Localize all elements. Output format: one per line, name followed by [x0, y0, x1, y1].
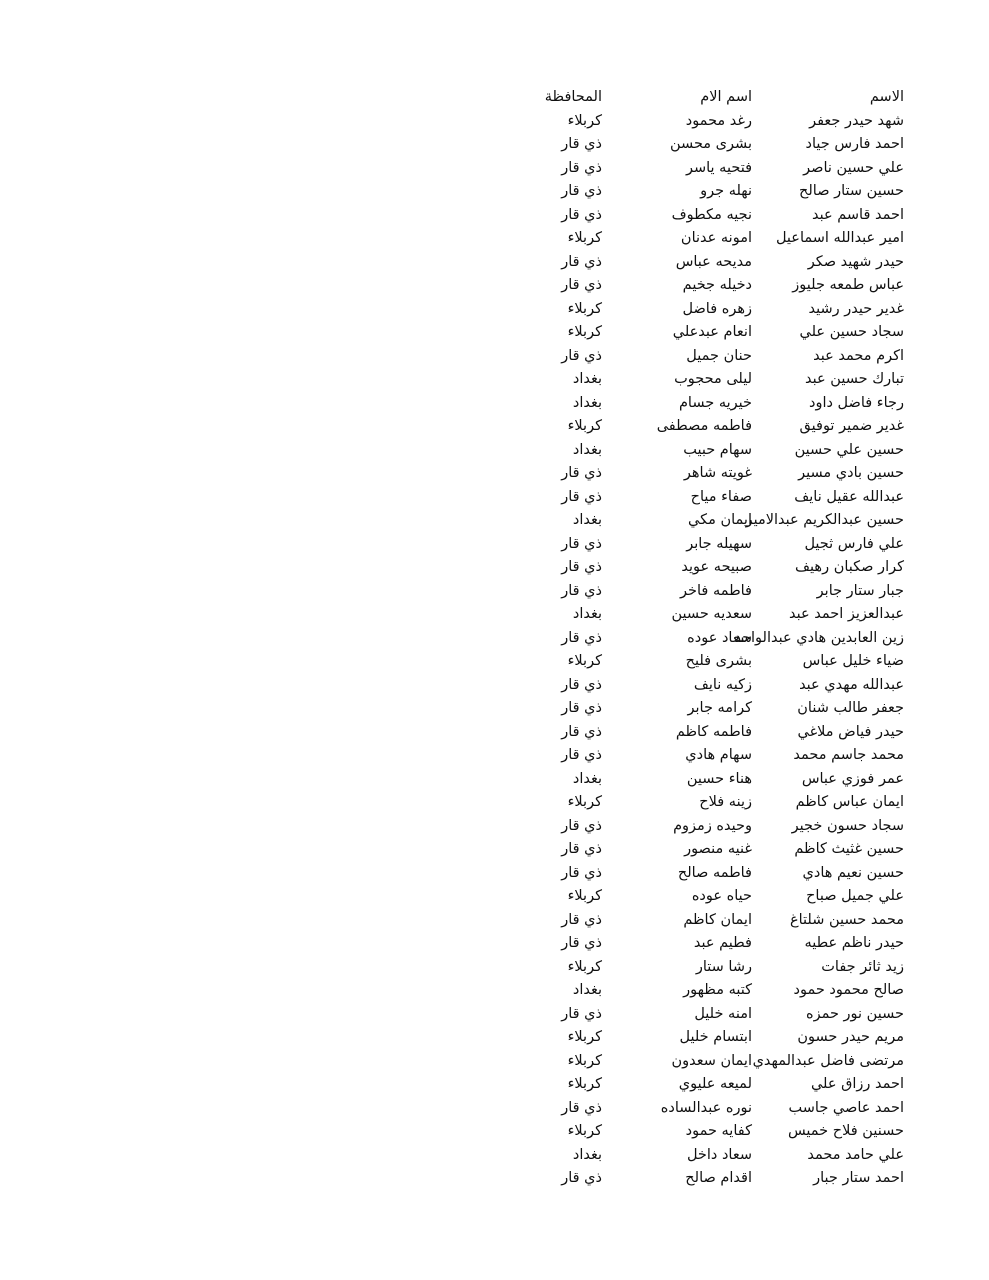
table-row	[520, 909, 910, 933]
person-name-cell: ايمان عباس كاظم	[795, 794, 904, 810]
mother-name-cell: كرامه جابر	[687, 700, 752, 716]
person-name-cell: سجاد حسين علي	[799, 324, 904, 340]
table-row	[520, 815, 910, 839]
table-row	[520, 1120, 910, 1144]
mother-name-cell: وحيده زمزوم	[673, 817, 752, 834]
mother-name-cell: مديحه عباس	[675, 253, 752, 270]
mother-name-cell: رغد محمود	[685, 112, 752, 129]
mother-name-cell: نهله جرو	[700, 183, 752, 199]
person-name-cell: حسين نعيم هادي	[802, 864, 904, 881]
governorate-cell: كربلاء	[567, 794, 602, 810]
table-row	[520, 251, 910, 275]
table-row	[520, 627, 910, 651]
mother-name-cell: ايمان كاظم	[683, 911, 752, 928]
person-name-cell: امير عبدالله اسماعيل	[775, 230, 904, 246]
table-row	[520, 204, 910, 228]
governorate-cell: كربلاء	[567, 1052, 602, 1069]
table-row	[520, 1073, 910, 1097]
governorate-cell: ذي قار	[561, 136, 602, 152]
table-row	[520, 650, 910, 674]
governorate-cell: ذي قار	[561, 488, 602, 505]
governorate-cell: بغداد	[572, 770, 602, 787]
governorate-cell: ذي قار	[561, 183, 602, 199]
table-row	[520, 486, 910, 510]
table-body	[520, 110, 910, 1191]
mother-name-cell: هناء حسين	[686, 770, 752, 787]
header-name: الاسم	[869, 89, 904, 105]
table-row	[520, 791, 910, 815]
mother-name-cell: سعاد داخل	[686, 1146, 752, 1163]
table-row	[520, 321, 910, 345]
mother-name-cell: سعديه حسين	[671, 606, 752, 622]
governorate-cell: كربلاء	[567, 230, 602, 246]
person-name-cell: حسين بادي مسير	[798, 465, 904, 481]
table-row	[520, 133, 910, 157]
mother-name-cell: كتبه مظهور	[683, 982, 752, 998]
governorate-cell: كربلاء	[567, 653, 602, 669]
mother-name-cell: فتحيه ياسر	[685, 159, 752, 176]
governorate-cell: كربلاء	[567, 1123, 602, 1139]
mother-name-cell: دخيله جخيم	[682, 277, 752, 293]
governorate-cell: بغداد	[572, 982, 602, 998]
table-row	[520, 1003, 910, 1027]
governorate-cell: كربلاء	[567, 300, 602, 317]
mother-name-cell: فاطمه مصطفى	[656, 418, 752, 434]
governorate-cell: ذي قار	[561, 747, 602, 763]
table-row	[520, 1026, 910, 1050]
governorate-cell: كربلاء	[567, 958, 602, 975]
person-name-cell: حيدر ناظم عطيه	[804, 935, 904, 951]
table-row	[520, 533, 910, 557]
table-row	[520, 838, 910, 862]
governorate-cell: ذي قار	[561, 817, 602, 834]
table-row	[520, 274, 910, 298]
person-name-cell: علي حامد محمد	[807, 1146, 904, 1163]
person-name-cell: عبدالله مهدي عبد	[799, 676, 904, 693]
governorate-cell: كربلاء	[567, 112, 602, 129]
person-name-cell: حسين ستار صالح	[799, 183, 904, 199]
governorate-cell: بغداد	[572, 1146, 602, 1163]
mother-name-cell: زينه فلاح	[699, 794, 752, 810]
table-row	[520, 674, 910, 698]
mother-name-cell: اقدام صالح	[685, 1170, 752, 1186]
table-row	[520, 603, 910, 627]
governorate-cell: بغداد	[572, 606, 602, 622]
governorate-cell: ذي قار	[561, 676, 602, 693]
person-name-cell: احمد ستار جبار	[813, 1170, 904, 1186]
mother-name-cell: انعام عبدعلي	[672, 324, 752, 340]
governorate-cell: ذي قار	[561, 629, 602, 646]
mother-name-cell: فاطمه فاخر	[680, 582, 752, 599]
person-name-cell: احمد فارس جياد	[805, 136, 904, 152]
table-row	[520, 345, 910, 369]
governorate-cell: ذي قار	[561, 559, 602, 575]
person-name-cell: احمد قاسم عبد	[812, 206, 904, 223]
mother-name-cell: غويته شاهر	[683, 465, 752, 481]
person-name-cell: عبدالعزيز احمد عبد	[789, 606, 904, 622]
mother-name-cell: فطيم عبد	[693, 935, 752, 951]
table-row	[520, 979, 910, 1003]
mother-name-cell: فاطمه كاظم	[675, 723, 752, 740]
governorate-cell: ذي قار	[561, 935, 602, 951]
person-name-cell: حسنين فلاح خميس	[787, 1123, 904, 1139]
governorate-cell: ذي قار	[561, 911, 602, 928]
governorate-cell: ذي قار	[561, 159, 602, 176]
table-row	[520, 110, 910, 134]
governorate-cell: ذي قار	[561, 465, 602, 481]
mother-name-cell: نجيه مكطوف	[671, 206, 752, 223]
table-row	[520, 885, 910, 909]
mother-name-cell: سهام هادي	[685, 747, 752, 763]
person-name-cell: حسين عبدالكريم عبدالامير	[745, 512, 904, 528]
mother-name-cell: ايمان مكي	[688, 512, 752, 528]
table-row	[520, 862, 910, 886]
person-name-cell: عمر فوزي عباس	[801, 770, 904, 787]
person-name-cell: علي حسين ناصر	[803, 159, 904, 176]
person-name-cell: محمد حسين شلتاغ	[789, 911, 904, 928]
person-name-cell: احمد رزاق علي	[810, 1076, 904, 1092]
mother-name-cell: ليلى محجوب	[674, 371, 752, 387]
person-name-cell: مرتضى فاضل عبدالمهدي	[752, 1052, 904, 1069]
table-row	[520, 1050, 910, 1074]
mother-name-cell: رشا ستار	[695, 958, 752, 975]
governorate-cell: كربلاء	[567, 324, 602, 340]
table-row	[520, 697, 910, 721]
table-row	[520, 368, 910, 392]
person-name-cell: سجاد حسون خجير	[791, 817, 904, 834]
governorate-cell: كربلاء	[567, 1076, 602, 1092]
table-row	[520, 1167, 910, 1191]
table-row	[520, 392, 910, 416]
governorate-cell: ذي قار	[561, 723, 602, 740]
mother-name-cell: خيريه جسام	[678, 394, 752, 411]
table-row	[520, 157, 910, 181]
person-name-cell: زيد ثائر جفات	[821, 958, 904, 975]
person-name-cell: شهد حيدر جعفر	[809, 112, 904, 129]
governorate-cell: ذي قار	[561, 1099, 602, 1116]
governorate-cell: ذي قار	[561, 582, 602, 599]
person-name-cell: غدير ضمير توفيق	[799, 418, 904, 434]
person-name-cell: احمد عاصي جاسب	[788, 1099, 904, 1116]
governorate-cell: بغداد	[572, 441, 602, 458]
governorate-cell: كربلاء	[567, 418, 602, 434]
mother-name-cell: ابتسام خليل	[679, 1029, 752, 1045]
governorate-cell: ذي قار	[561, 1170, 602, 1186]
person-name-cell: حسين نور حمزه	[805, 1005, 904, 1022]
mother-name-cell: حنان جميل	[686, 347, 752, 364]
mother-name-cell: امونه عدنان	[680, 230, 752, 246]
mother-name-cell: سعاد عوده	[687, 629, 752, 646]
table-row	[520, 556, 910, 580]
governorate-cell: بغداد	[572, 394, 602, 411]
table-row	[520, 744, 910, 768]
table-row	[520, 439, 910, 463]
governorate-cell: ذي قار	[561, 1005, 602, 1022]
governorate-cell: كربلاء	[567, 1029, 602, 1045]
mother-name-cell: امنه خليل	[694, 1005, 752, 1022]
governorate-cell: ذي قار	[561, 277, 602, 293]
table-row	[520, 227, 910, 251]
person-name-cell: جعفر طالب شنان	[797, 700, 904, 716]
mother-name-cell: سهيله جابر	[686, 535, 752, 552]
mother-name-cell: صفاء مياح	[690, 488, 752, 505]
header-governorate: المحافظة	[544, 89, 602, 105]
person-name-cell: زين العابدين هادي عبدالواحد	[734, 629, 904, 646]
governorate-cell: بغداد	[572, 512, 602, 528]
mother-name-cell: نوره عبدالساده	[660, 1099, 752, 1116]
person-name-cell: علي فارس ثجيل	[804, 535, 904, 552]
mother-name-cell: صبيحه عويد	[681, 559, 752, 575]
mother-name-cell: زهره فاضل	[682, 300, 752, 317]
table-row	[520, 768, 910, 792]
person-name-cell: رجاء فاضل داود	[808, 394, 904, 411]
table-row	[520, 580, 910, 604]
mother-name-cell: سهام حبيب	[683, 441, 752, 458]
person-name-cell: كرار صكبان رهيف	[795, 559, 904, 575]
table-row	[520, 1097, 910, 1121]
table-header-row	[520, 86, 910, 110]
mother-name-cell: فاطمه صالح	[677, 864, 752, 881]
person-name-cell: صالح محمود حمود	[793, 982, 904, 998]
governorate-cell: ذي قار	[561, 841, 602, 857]
table-row	[520, 298, 910, 322]
table-row	[520, 932, 910, 956]
person-name-cell: علي جميل صباح	[806, 888, 904, 904]
person-name-cell: تبارك حسين عبد	[805, 371, 904, 387]
person-name-cell: اكرم محمد عبد	[813, 347, 904, 364]
person-name-cell: مريم حيدر حسون	[797, 1029, 904, 1045]
table-row	[520, 721, 910, 745]
governorate-cell: ذي قار	[561, 253, 602, 270]
person-name-cell: جبار ستار جابر	[816, 582, 904, 599]
table-row	[520, 462, 910, 486]
person-name-cell: حيدر شهيد صكر	[807, 253, 904, 270]
person-name-cell: محمد جاسم محمد	[793, 747, 904, 763]
mother-name-cell: زكيه نايف	[693, 676, 752, 693]
governorate-cell: ذي قار	[561, 535, 602, 552]
table-row	[520, 956, 910, 980]
mother-name-cell: بشرى محسن	[669, 136, 752, 152]
table-row	[520, 180, 910, 204]
mother-name-cell: حياه عوده	[691, 888, 752, 904]
governorate-cell: بغداد	[572, 371, 602, 387]
person-name-cell: عباس طمعه جليوز	[792, 277, 904, 293]
governorate-cell: ذي قار	[561, 347, 602, 364]
governorate-cell: ذي قار	[561, 700, 602, 716]
mother-name-cell: كفايه حمود	[685, 1123, 752, 1139]
names-table	[520, 86, 910, 1191]
governorate-cell: ذي قار	[561, 206, 602, 223]
mother-name-cell: غنيه منصور	[684, 841, 752, 857]
table-row	[520, 1144, 910, 1168]
mother-name-cell: ايمان سعدون	[671, 1052, 752, 1069]
person-name-cell: حسين علي حسين	[794, 441, 904, 458]
governorate-cell: كربلاء	[567, 888, 602, 904]
mother-name-cell: لميعه عليوي	[678, 1076, 752, 1092]
header-mother-name: اسم الام	[700, 89, 752, 105]
governorate-cell: ذي قار	[561, 864, 602, 881]
mother-name-cell: بشرى فليح	[685, 653, 752, 669]
person-name-cell: ضياء خليل عباس	[802, 653, 904, 669]
table-row	[520, 509, 910, 533]
table-row	[520, 415, 910, 439]
person-name-cell: غدير حيدر رشيد	[808, 300, 904, 317]
person-name-cell: حيدر فياض ملاغي	[797, 723, 904, 740]
person-name-cell: حسين غثيث كاظم	[794, 841, 904, 857]
person-name-cell: عبدالله عقيل نايف	[794, 488, 904, 505]
